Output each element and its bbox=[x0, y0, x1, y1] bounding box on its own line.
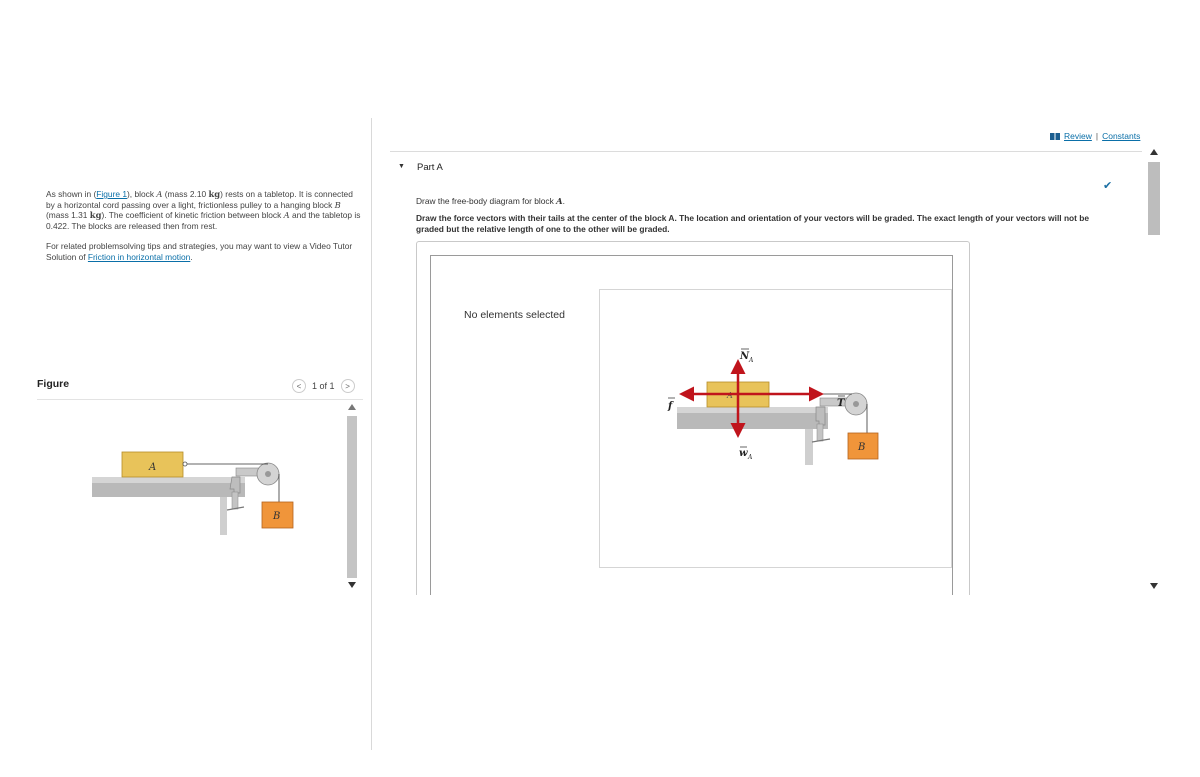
unit-kg: kg bbox=[89, 210, 102, 221]
table-side bbox=[677, 413, 828, 429]
instruction-text: Draw the free-body diagram for block bbox=[416, 196, 557, 206]
scroll-down-icon[interactable] bbox=[348, 582, 356, 588]
variable-a: A bbox=[156, 189, 163, 199]
pulley-axle bbox=[265, 471, 271, 477]
problem-text: As shown in ( bbox=[46, 189, 97, 199]
tips-paragraph bbox=[46, 241, 364, 262]
scrollbar-thumb[interactable] bbox=[1148, 162, 1160, 235]
figure-link[interactable]: Figure 1 bbox=[96, 189, 128, 199]
friction-label bbox=[667, 398, 675, 412]
collapse-toggle-icon[interactable]: ▼ bbox=[398, 163, 405, 170]
table-leg bbox=[220, 497, 227, 535]
table-side bbox=[92, 483, 245, 497]
free-body-diagram[interactable] bbox=[600, 290, 953, 569]
problem-text: and the tabletop is 0.422. The blocks are released then from rest. bbox=[46, 210, 361, 231]
drawing-canvas[interactable] bbox=[599, 289, 952, 568]
weight-label-subscript: A bbox=[748, 454, 753, 461]
variable-a: A bbox=[556, 196, 563, 206]
tips-text: . bbox=[190, 251, 193, 262]
normal-label-text: N bbox=[740, 351, 750, 362]
instruction-line-2: Draw the force vectors with their tails at the center of the block A. The location and orientation of your vectors will be graded. The exact length of your vectors will not be graded but the relative length of one to the other will be graded. bbox=[416, 213, 1090, 234]
checkmark-icon: ✔ bbox=[1103, 180, 1113, 192]
scroll-up-icon[interactable] bbox=[1150, 149, 1158, 155]
weight-label-text: w bbox=[739, 448, 748, 459]
figure-illustration bbox=[86, 440, 316, 540]
link-separator: | bbox=[1095, 131, 1099, 141]
header-divider bbox=[390, 151, 1142, 152]
scroll-down-icon[interactable] bbox=[1150, 583, 1158, 589]
figure-pager bbox=[292, 378, 355, 394]
unit-kg: kg bbox=[208, 189, 221, 199]
scrollbar-thumb[interactable] bbox=[347, 416, 357, 578]
cord-hook bbox=[183, 462, 187, 466]
block-b-label: B bbox=[858, 442, 866, 453]
pager-text: 1 of 1 bbox=[312, 381, 335, 391]
problem-text: ) rests on a tabletop. It is connected by a horizontal cord passing over a light, frictionless pulley to a hanging block bbox=[46, 189, 353, 210]
book-icon bbox=[1050, 133, 1060, 140]
selection-status: No elements selected bbox=[464, 309, 565, 321]
problem-paragraph bbox=[46, 189, 364, 231]
problem-text: ). The coefficient of kinetic friction between block bbox=[101, 210, 284, 221]
review-constants-links bbox=[1050, 131, 1140, 141]
weight-label bbox=[739, 447, 753, 461]
figure-title: Figure bbox=[37, 378, 70, 390]
scroll-up-icon[interactable] bbox=[348, 404, 356, 410]
problem-text: (mass 1.31 bbox=[46, 210, 90, 221]
problem-text: (mass 2.10 bbox=[162, 189, 209, 199]
block-a-label: A bbox=[727, 391, 733, 400]
page-scrollbar[interactable] bbox=[1146, 146, 1162, 594]
part-title[interactable]: Part A bbox=[417, 162, 443, 173]
problem-statement bbox=[46, 189, 364, 273]
tips-text: For related problemsolving tips and strategies, you may want to view a Video Tutor Solution of bbox=[46, 241, 353, 262]
figure-scrollbar[interactable] bbox=[346, 403, 358, 589]
instruction-text: . bbox=[562, 196, 565, 206]
clamp-screw bbox=[232, 492, 238, 509]
variable-a: A bbox=[283, 210, 290, 221]
table-top bbox=[92, 477, 245, 483]
video-tutor-link[interactable]: Friction in horizontal motion bbox=[87, 251, 191, 262]
table-leg bbox=[805, 429, 813, 465]
prev-figure-button[interactable]: < bbox=[292, 379, 306, 393]
review-link[interactable]: Review bbox=[1064, 131, 1092, 141]
block-a-label: A bbox=[149, 462, 157, 473]
pulley-axle bbox=[853, 401, 859, 407]
problem-text: ), block bbox=[127, 189, 157, 199]
variable-b: B bbox=[334, 199, 341, 210]
tension-label-text: T bbox=[837, 398, 845, 409]
normal-force-label bbox=[739, 349, 754, 364]
viewport-cutoff bbox=[372, 595, 1172, 777]
figure-divider bbox=[37, 399, 363, 400]
instruction-line-1 bbox=[416, 196, 565, 206]
normal-label-subscript: A bbox=[749, 357, 754, 364]
table-top bbox=[677, 407, 828, 413]
constants-link[interactable]: Constants bbox=[1102, 131, 1141, 141]
friction-label-text: f bbox=[668, 401, 673, 412]
block-b-label: B bbox=[273, 511, 281, 522]
clamp-screw bbox=[817, 424, 823, 441]
next-figure-button[interactable]: > bbox=[341, 379, 355, 393]
